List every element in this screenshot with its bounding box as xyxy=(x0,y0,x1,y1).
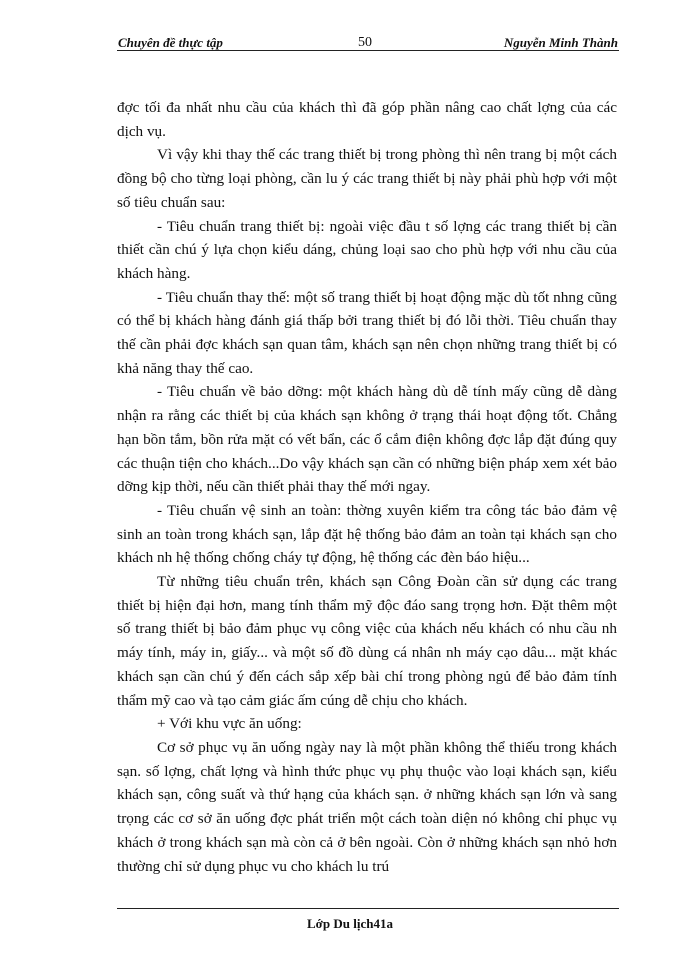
header-title: Chuyên đề thực tập xyxy=(118,35,223,50)
page-number: 50 xyxy=(358,35,372,50)
header-divider xyxy=(117,50,619,51)
paragraph: - Tiêu chuẩn về bảo dỡng: một khách hàng dù dễ tính mấy cũng dễ dàng nhận ra rằng các thiết bị của khách sạn không ở trạng thái hoạt động tốt. Chẳng hạn bồn tắm, bồn rửa mặt có vết bẩn, các ổ cắm điện không đợc lắp đặt đúng quy các thuận tiện cho khách...Do vậy khách sạn cần có những biện pháp xem xét bảo dỡng kịp thời, nếu cần thiết phải thay thế mới ngay. xyxy=(117,383,617,496)
footer-divider xyxy=(117,908,619,909)
section-heading: + Với khu vực ăn uống: xyxy=(157,715,302,733)
paragraph: - Tiêu chuẩn trang thiết bị: ngoài việc đầu t số lợng các trang thiết bị cần thiết cần chú ý lựa chọn kiểu dáng, chủng loại sao cho phù hợp với nhu cầu của khách hàng. xyxy=(117,217,617,282)
page-footer: Lớp Du lịch41a xyxy=(307,916,393,931)
paragraph: Cơ sở phục vụ ăn uống ngày nay là một phần không thể thiếu trong khách sạn. số lợng, chất lợng và hình thức phục vụ phụ thuộc vào loại khách sạn, kiểu khách sạn, công suất và thứ hạng của khách sạn. ở những khách sạn lớn và sang trọng các cơ sở ăn uống đợc phát triển một cách toàn diện nó không chỉ phục vụ khách ở trong khách sạn mà còn cả ở bên ngoài. Còn ở những khách sạn nhỏ hơn thường chỉ sử dụng phục vu cho khách lu trú xyxy=(117,738,617,875)
paragraph: - Tiêu chuẩn vệ sinh an toàn: thờng xuyên kiểm tra công tác bảo đảm vệ sinh an toàn trong khách sạn, lắp đặt hệ thống bảo đảm an toàn tại khách sạn cho khách nh hệ thống chống cháy tự động, hệ thống các đèn báo hiệu... xyxy=(117,501,617,567)
document-body xyxy=(117,96,617,878)
paragraph: đợc tối đa nhất nhu cầu của khách thì đã góp phần nâng cao chất lợng của các dịch vụ. xyxy=(117,99,617,140)
paragraph: Vì vậy khi thay thế các trang thiết bị trong phòng thì nên trang bị một cách đồng bộ cho từng loại phòng, cần lu ý các trang thiết bị này phải phù hợp với một số tiêu chuẩn sau: xyxy=(117,146,617,211)
header-author: Nguyễn Minh Thành xyxy=(503,35,618,50)
paragraph: - Tiêu chuẩn thay thế: một số trang thiết bị hoạt động mặc dù tốt nhng cũng có thể bị khách hàng đánh giá thấp bởi trang thiết bị đó lỗi thời. Tiêu chuẩn thay thế cần phải đợc khách sạn quan tâm, khách sạn nên chọn những trang thiết bị có khả năng thay thế cao. xyxy=(117,288,617,377)
paragraph: Từ những tiêu chuẩn trên, khách sạn Công Đoàn cần sử dụng các trang thiết bị hiện đại hơn, mang tính thẩm mỹ độc đáo sang trọng hơn. Đặt thêm một số trang thiết bị bảo đảm phục vụ công việc của khách nếu khách có nhu cầu nh máy tính, máy in, giấy... và một số đồ dùng cá nhân nh máy cạo dâu... mặt khác khách sạn cần chú ý đến cách sắp xếp bài chí trong phòng ngủ để bảo đảm tính thẩm mỹ cao và tạo cảm giác ấm cúng dễ chịu cho khách. xyxy=(117,573,617,709)
